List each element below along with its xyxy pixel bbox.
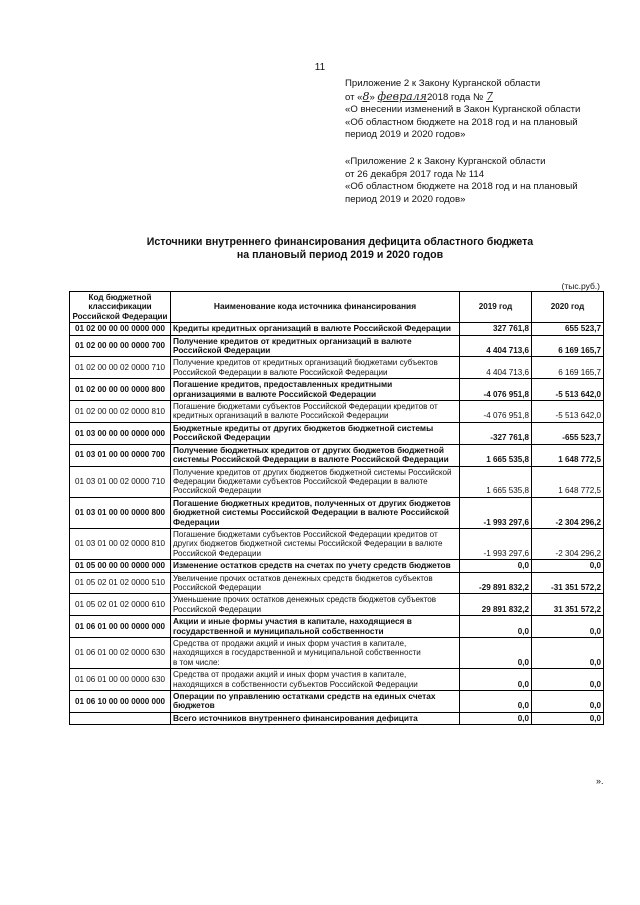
row-2020-value: -2 304 296,2 [532,528,604,559]
title-line: Источники внутреннего финансирования дефицита областного бюджета [146,236,534,248]
appendix-line: «Об областном бюджете на 2018 год и на плановый [345,181,578,193]
row-name-cell: Увеличение прочих остатков денежных средств бюджетов субъектов Российской Федерации [171,572,460,594]
row-2020-value: -2 304 296,2 [532,497,604,528]
row-code-cell: 01 02 00 00 00 0000 700 [70,335,171,357]
row-code-cell: 01 02 00 00 00 0000 800 [70,379,171,401]
row-2020-value: 0,0 [532,560,604,572]
row-name-cell: Кредиты кредитных организаций в валюте Российской Федерации [171,323,460,335]
row-2019-value: 0,0 [460,691,532,713]
table-row [70,560,604,572]
row-name-cell: Бюджетные кредиты от других бюджетов бюджетной системы Российской Федерации [171,422,460,444]
row-name-cell: Получение кредитов от кредитных организаций бюджетами субъектов Российской Федерации в валюте Российской Федерации [171,357,460,379]
appendix-line: период 2019 и 2020 годов» [345,129,466,141]
table-row [70,712,604,724]
row-2019-value: -4 076 951,8 [460,379,532,401]
table-row [70,616,604,638]
row-2019-value: 0,0 [460,616,532,638]
table-row [70,669,604,691]
row-2019-value: -29 891 832,2 [460,572,532,594]
row-2019-value: 0,0 [460,638,532,669]
row-name-cell: Акции и иные формы участия в капитале, находящиеся в государственной и муниципальной собственности [171,616,460,638]
row-name-cell: Операции по управлению остатками средств на единых счетах бюджетов [171,691,460,713]
handwritten-number: 7 [485,89,493,103]
row-code-cell: 01 06 01 00 00 0000 000 [70,616,171,638]
appendix-line: от 26 декабря 2017 года № 114 [345,168,485,180]
row-2019-value: -4 076 951,8 [460,401,532,423]
row-2019-value: -1 993 297,6 [460,497,532,528]
document-title [60,236,620,262]
table-row [70,379,604,401]
table-row [70,594,604,616]
row-2019-value: 4 404 713,6 [460,357,532,379]
row-2020-value: 0,0 [532,616,604,638]
row-name-cell: Погашение бюджетами субъектов Российской Федерации кредитов от других бюджетов бюджетной системы Российской Федерации в валюте Российской Федерации [171,528,460,559]
handwritten-month: февраля [377,89,427,103]
row-code-cell: 01 03 01 00 02 0000 810 [70,528,171,559]
row-2020-value: 0,0 [532,691,604,713]
row-2020-value: 1 648 772,5 [532,444,604,466]
row-name-cell: Средства от продажи акций и иных форм участия в капитале, находящихся в государственной и муниципальной собственности в том числе: [171,638,460,669]
row-2020-value: -655 523,7 [532,422,604,444]
row-code-cell: 01 03 01 00 00 0000 700 [70,444,171,466]
appendix-line: «О внесении изменений в Закон Курганской области [345,104,581,116]
row-name-cell: Погашение кредитов, предоставленных кредитными организациями в валюте Российской Федерации [171,379,460,401]
row-code-cell: 01 03 00 00 00 0000 000 [70,422,171,444]
appendix-line: период 2019 и 2020 годов» [345,193,466,205]
row-2019-value: 0,0 [460,560,532,572]
table-row [70,572,604,594]
row-2020-value: 6 169 165,7 [532,357,604,379]
row-code-cell: 01 06 10 00 00 0000 000 [70,691,171,713]
row-2020-value: 31 351 572,2 [532,594,604,616]
row-name-cell: Получение кредитов от других бюджетов бюджетной системы Российской Федерации бюджетами субъектов Российской Федерации в валюте Российской Федерации [171,466,460,497]
header-2019: 2019 год [460,292,532,323]
table-row [70,401,604,423]
header-2020: 2020 год [532,292,604,323]
row-name-cell: Уменьшение прочих остатков денежных средств бюджетов субъектов Российской Федерации [171,594,460,616]
row-2020-value: -5 513 642,0 [532,401,604,423]
row-code-cell: 01 06 01 00 02 0000 630 [70,638,171,669]
appendix-line: «Об областном бюджете на 2018 год и на плановый [345,116,578,128]
row-code-cell: 01 02 00 00 02 0000 710 [70,357,171,379]
row-code-cell: 01 03 01 00 02 0000 710 [70,466,171,497]
row-2019-value: 327 761,8 [460,323,532,335]
row-2019-value: 29 891 832,2 [460,594,532,616]
row-code-cell: 01 05 02 01 02 0000 610 [70,594,171,616]
row-code-cell: 01 03 01 00 00 0000 800 [70,497,171,528]
appendix-line: «Приложение 2 к Закону Курганской области [345,156,546,167]
units-label: (тыс.руб.) [561,281,600,291]
table-row [70,466,604,497]
row-2019-value: 4 404 713,6 [460,335,532,357]
closing-quote: ». [596,776,604,786]
row-2019-value: -1 993 297,6 [460,528,532,559]
row-2020-value: -31 351 572,2 [532,572,604,594]
row-2019-value: 0,0 [460,669,532,691]
header-code: Код бюджетной классификации Российской Федерации [70,292,171,323]
appendix-header-original [345,156,635,206]
row-name-cell: Погашение бюджетных кредитов, полученных от других бюджетов бюджетной системы Российской Федерации в валюте Российской Федерации [171,497,460,528]
row-name-cell: Всего источников внутреннего финансирования дефицита [171,712,460,724]
row-code-cell: 01 06 01 00 00 0000 630 [70,669,171,691]
row-code-cell: 01 02 00 00 02 0000 810 [70,401,171,423]
row-2020-value: 0,0 [532,638,604,669]
table-row [70,335,604,357]
row-2020-value: -5 513 642,0 [532,379,604,401]
row-2020-value: 1 648 772,5 [532,466,604,497]
table-row [70,691,604,713]
row-code-cell: 01 05 00 00 00 0000 000 [70,560,171,572]
row-2020-value: 6 169 165,7 [532,335,604,357]
row-code-cell: 01 02 00 00 00 0000 000 [70,323,171,335]
appendix-date-line: от «8» февраля2018 года № 7 [345,89,493,103]
appendix-line: Приложение 2 к Закону Курганской области [345,78,541,89]
row-code-cell [70,712,171,724]
title-line: на плановый период 2019 и 2020 годов [236,249,444,261]
row-2019-value: 1 665 535,8 [460,444,532,466]
row-name-cell: Погашение бюджетами субъектов Российской Федерации кредитов от кредитных организаций в валюте Российской Федерации [171,401,460,423]
row-2020-value: 655 523,7 [532,323,604,335]
row-2019-value: 1 665 535,8 [460,466,532,497]
page-number: 11 [314,62,326,73]
table-row [70,638,604,669]
row-2019-value: 0,0 [460,712,532,724]
handwritten-day: 8 [362,89,370,103]
row-2020-value: 0,0 [532,712,604,724]
table-row [70,357,604,379]
row-name-cell: Изменение остатков средств на счетах по учету средств бюджетов [171,560,460,572]
financing-sources-table [69,291,604,725]
table-row [70,528,604,559]
row-2019-value: -327 761,8 [460,422,532,444]
row-code-cell: 01 05 02 01 02 0000 510 [70,572,171,594]
table-row [70,497,604,528]
row-name-cell: Получение бюджетных кредитов от других бюджетов бюджетной системы Российской Федерации в валюте Российской Федерации [171,444,460,466]
appendix-header-amendment [345,78,635,142]
header-name: Наименование кода источника финансирования [171,292,460,323]
table-row [70,422,604,444]
table-row [70,444,604,466]
row-name-cell: Получение кредитов от кредитных организаций в валюте Российской Федерации [171,335,460,357]
row-2020-value: 0,0 [532,669,604,691]
table-row [70,323,604,335]
row-name-cell: Средства от продажи акций и иных форм участия в капитале, находящихся в собственности субъектов Российской Федерации [171,669,460,691]
